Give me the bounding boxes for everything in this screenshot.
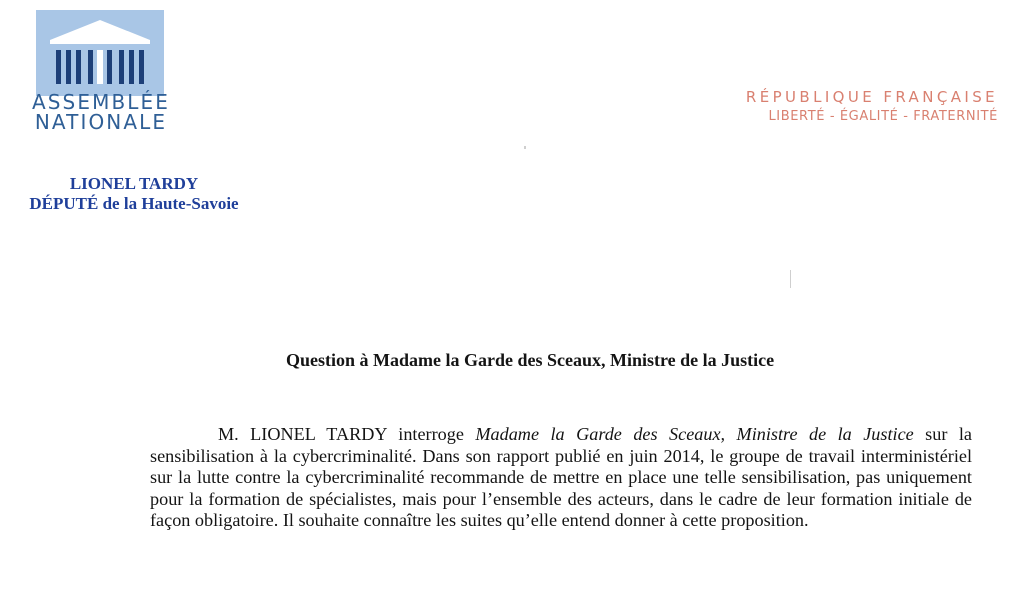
republic-motto: LIBERTÉ - ÉGALITÉ - FRATERNITÉ (768, 109, 998, 124)
logo-line-assemblee: ASSEMBLÉE (31, 90, 170, 114)
question-recipient: Madame la Garde des Sceaux, Ministre de la Justice (475, 424, 914, 444)
scan-speck (790, 270, 791, 288)
deputy-title: DÉPUTÉ de la Haute-Savoie (29, 194, 239, 213)
question-paragraph (150, 424, 972, 532)
hemicycle-emblem-icon (36, 10, 164, 96)
logo-line-nationale: NATIONALE (34, 110, 168, 134)
logo-text (28, 92, 174, 132)
republic-header (746, 87, 998, 127)
republic-name: RÉPUBLIQUE FRANÇAISE (745, 88, 998, 106)
question-content: sur la sensibilisation à la cybercriminalité. Dans son rapport publié en juin 2014, le groupe de travail interministériel sur la lutte contre la cybercriminalité recommande de mettre en place une telle sensibilisation, pas uniquement pour la formation de spécialistes, mais pour l’ensemble des acteurs, dans le cadre de leur formation initiale de façon obligatoire. Il souhaite connaître les suites qu’elle entend donner à cette proposition. (150, 424, 972, 530)
deputy-block (0, 174, 268, 214)
question-body (150, 424, 972, 532)
scan-speck (524, 146, 526, 149)
deputy-name: LIONEL TARDY (69, 174, 199, 193)
question-intro: M. LIONEL TARDY interroge (218, 424, 476, 444)
question-title: Question à Madame la Garde des Sceaux, Ministre de la Justice (286, 350, 775, 370)
